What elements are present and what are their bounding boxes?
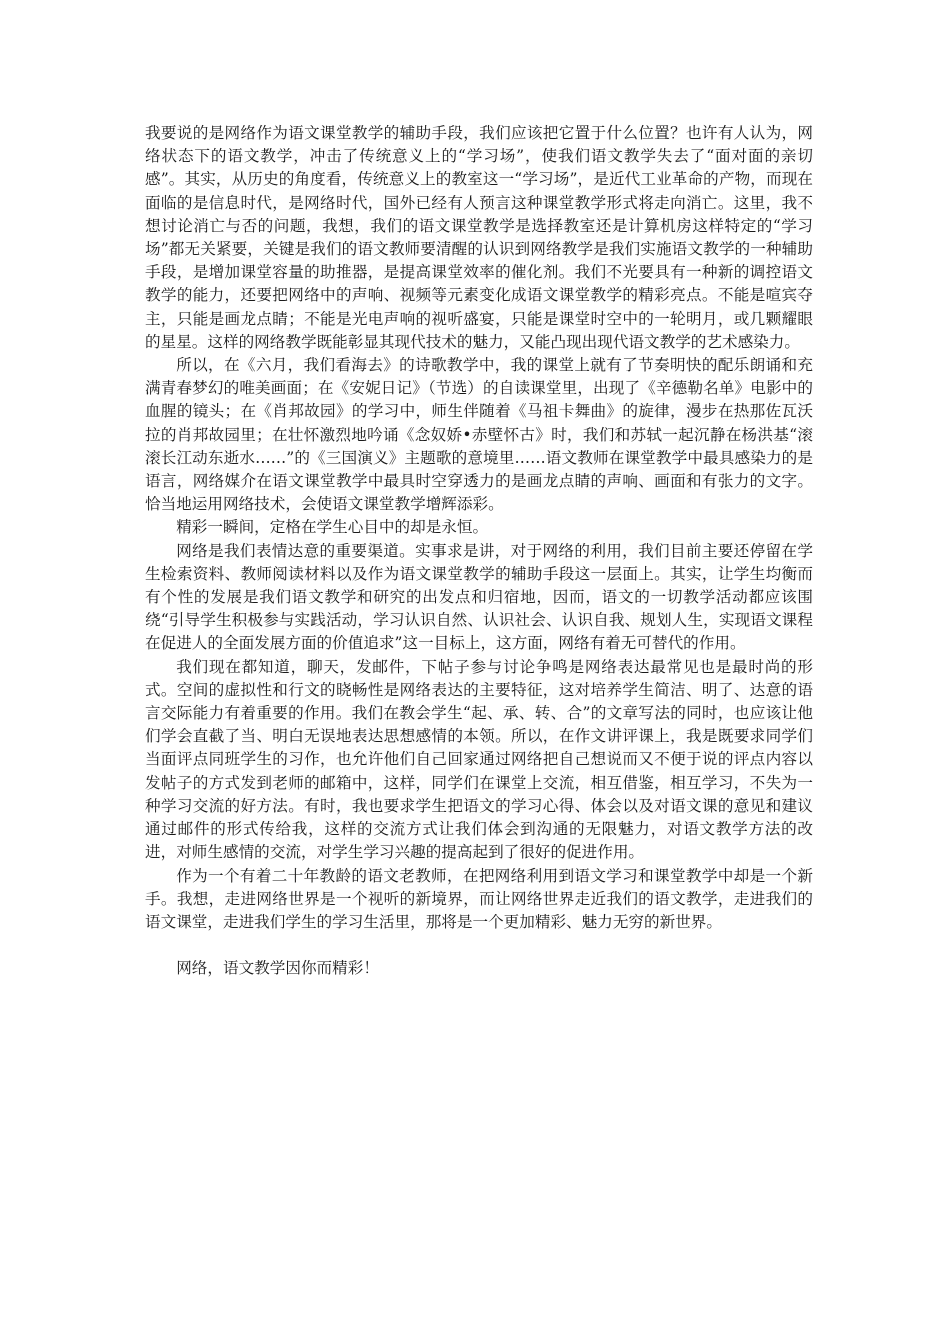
paragraph-1: 我要说的是网络作为语文课堂教学的辅助手段，我们应该把它置于什么位置？也许有人认为，网络状态下的语文教学，冲击了传统意义上的“学习场”，使我们语文教学失去了“面对面的亲切感”。其实，从历史的角度看，传统意义上的教室这一“学习场”，是近代工业革命的产物，而现在面临的是信息时代，是网络时代，国外已经有人预言这种课堂教学形式将走向消亡。这里，我不想讨论消亡与否的问题，我想，我们的语文课堂教学是选择教室还是计算机房这样特定的“学习场”都无关紧要，关键是我们的语文教师要清醒的认识到网络教学是我们实施语文教学的一种辅助手段，是增加课堂容量的助推器，是提高课堂效率的催化剂。我们不光要具有一种新的调控语文教学的能力，还要把网络中的声响、视频等元素变化成语文课堂教学的精彩亮点。不能是喧宾夺主，只能是画龙点睛；不能是光电声响的视听盛宴，只能是课堂时空中的一轮明月，或几颗耀眼的星星。这样的网络教学既能彰显其现代技术的魅力，又能凸现出现代语文教学的艺术感染力。	[145, 124, 813, 351]
paragraph-3: 精彩一瞬间，定格在学生心目中的却是永恒。	[176, 518, 489, 537]
paragraph-5: 我们现在都知道，聊天，发邮件，下帖子参与讨论争鸣是网络表达最常见也是最时尚的形式。空间的虚拟性和行文的晓畅性是网络表达的主要特征，这对培养学生简洁、明了、达意的语言交际能力有着重要的作用。我们在教会学生“起、承、转、合”的文章写法的同时，也应该让他们学会直截了当、明白无误地表达思想感情的本领。所以，在作文讲评课上，我是既要求同学们当面评点同班学生的习作，也允许他们自己回家通过网络把自己想说而又不便于说的评点内容以发帖子的方式发到老师的邮箱中，这样，同学们在课堂上交流，相互借鉴，相互学习，不失为一种学习交流的好方法。有时，我也要求学生把语文的学习心得、体会以及对语文课的意见和建议通过邮件的形式传给我，这样的交流方式让我们体会到沟通的无限魅力，对语文教学方法的改进，对师生感情的交流，对学生学习兴趣的提高起到了很好的促进作用。	[145, 657, 813, 862]
closing-line: 网络，语文教学因你而精彩！	[176, 959, 379, 978]
paragraph-2: 所以，在《六月，我们看海去》的诗歌教学中，我的课堂上就有了节奏明快的配乐朗诵和充满青春梦幻的唯美画面；在《安妮日记》（节选）的自读课堂里，出现了《辛德勒名单》电影中的血腥的镜头；在《肖邦故园》的学习中，师生伴随着《马祖卡舞曲》的旋律，漫步在热那佐瓦沃拉的肖邦故园里；在壮怀激烈地吟诵《念奴娇•赤壁怀古》时，我们和苏轼一起沉静在杨洪基“滚滚长江动东逝水……”的《三国演义》主题歌的意境里……语文教师在课堂教学中最具感染力的是语言，网络媒介在语文课堂教学中最具时空穿透力的是画龙点睛的声响、画面和有张力的文字。恰当地运用网络技术，会使语文课堂教学增辉添彩。	[145, 356, 813, 514]
paragraph-6: 作为一个有着二十年教龄的语文老教师，在把网络利用到语文学习和课堂教学中却是一个新手。我想，走进网络世界是一个视听的新境界，而让网络世界走近我们的语文教学，走进我们的语文课堂，走进我们学生的学习生活里，那将是一个更加精彩、魅力无穷的新世界。	[145, 866, 813, 931]
document-body	[145, 122, 813, 980]
paragraph-4: 网络是我们表情达意的重要渠道。实事求是讲，对于网络的利用，我们目前主要还停留在学生检索资料、教师阅读材料以及作为语文课堂教学的辅助手段这一层面上。其实，让学生均衡而有个性的发展是我们语文教学和研究的出发点和归宿地，因而，语文的一切教学活动都应该围绕“引导学生积极参与实践活动，学习认识自然、认识社会、认识自我、规划人生，实现语文课程在促进人的全面发展方面的价值追求”这一目标上，这方面，网络有着无可替代的作用。	[145, 541, 813, 653]
